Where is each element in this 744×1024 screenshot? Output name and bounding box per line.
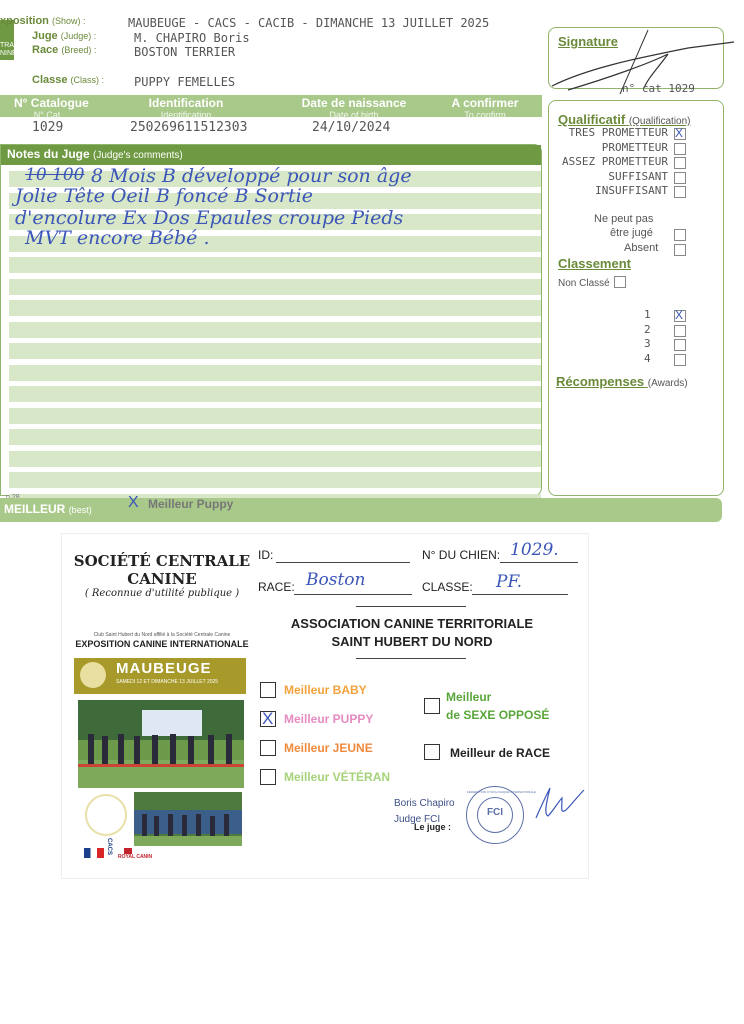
group-photo (134, 792, 242, 846)
meilleur-race-label: Meilleur de RACE (450, 746, 551, 760)
id-line[interactable] (276, 562, 410, 563)
classe-line[interactable] (472, 594, 568, 595)
rank-checkbox[interactable] (674, 354, 686, 366)
non-classe-label: Non Classé (558, 278, 610, 289)
judge-name: Boris Chapiro (394, 798, 455, 809)
rank-label: 2 (644, 322, 651, 336)
col-catalogue-header: N° Catalogue N° Cat (14, 96, 89, 120)
classement-title: Classement (558, 256, 631, 271)
award-option-label: Meilleur BABY (284, 683, 367, 697)
rank-label: 3 (644, 337, 651, 350)
award-option-label: Meilleur JEUNE (284, 741, 373, 755)
notes-stripe (9, 257, 541, 273)
race-label: RACE: (258, 580, 295, 594)
id-label: ID: (258, 548, 274, 562)
crown-icon (124, 848, 132, 854)
classe-label: Classe (Class) : (32, 74, 105, 86)
cacs-logo: CACS (106, 838, 112, 856)
col-identification-header: Identification Identification (148, 96, 224, 120)
assoc-rule-top (356, 606, 466, 607)
qualificatif-checkbox[interactable] (674, 186, 686, 198)
qualificatif-title: Qualificatif (Qualification) (558, 112, 691, 127)
le-juge-label: Le juge : (414, 822, 452, 832)
classe-value: PUPPY FEMELLES (134, 75, 236, 89)
assoc-line1: ASSOCIATION CANINE TERRITORIALE (290, 616, 534, 631)
absent-label: Absent (624, 242, 659, 254)
race-label: Race (Breed) : (32, 44, 97, 56)
rank-checkbox[interactable] (674, 325, 686, 337)
check-mark-icon: X (675, 126, 684, 140)
qualificatif-label: INSUFFISANT (595, 184, 668, 197)
notes-stripe (9, 408, 541, 424)
meilleur-label: MEILLEUR (best) (4, 502, 92, 516)
notes-stripe (9, 343, 541, 359)
meilleur-value: Meilleur Puppy (148, 497, 234, 511)
absent-checkbox[interactable] (674, 244, 686, 256)
col-confirm-header: A confirmer To confirm (451, 96, 519, 120)
rank-label: 1 (644, 308, 651, 321)
qualificatif-label: TRES PROMETTEUR (568, 126, 668, 139)
juge-value: M. CHAPIRO Boris (134, 31, 250, 45)
award-card (62, 534, 588, 878)
non-classe-checkbox[interactable] (614, 276, 626, 288)
ne-peut-line1: Ne peut pas (594, 213, 654, 225)
judge-title: Judge FCI (394, 814, 441, 825)
classe-label: CLASSE: (422, 580, 473, 594)
identification-value: 250269611512303 (130, 120, 248, 135)
fci-stamp (466, 786, 536, 844)
exposition-value: MAUBEUGE - CACS - CACIB - DIMANCHE 13 JUILLET 2025 (128, 16, 490, 30)
club-logo-icon (80, 662, 106, 688)
meilleur-bar (0, 498, 722, 522)
qualificatif-label: SUFFISANT (608, 169, 668, 183)
maubeuge-banner (74, 658, 246, 694)
notes-line-2: Jolie Tête Oeil B foncé B Sortie (15, 185, 313, 207)
qualificatif-checkbox[interactable] (674, 172, 686, 184)
race-value: BOSTON TERRIER (134, 45, 236, 59)
side-mark: TRALE NINE (0, 42, 23, 57)
notes-line-3: d'encolure Ex Dos Epaules croupe Pieds (15, 207, 404, 229)
society-line2: CANINE (127, 570, 197, 588)
sexe-oppose-line2: de SEXE OPPOSÉ (446, 708, 550, 722)
faded-logo (76, 790, 136, 840)
dog-show-photo (78, 700, 244, 788)
birthdate-value: 24/10/2024 (312, 120, 391, 135)
notes-stripe (9, 279, 541, 295)
stamp-text: FCI (486, 807, 504, 818)
sexe-oppose-checkbox[interactable] (424, 698, 440, 714)
signature-label: Signature (558, 34, 618, 49)
award-checkbox[interactable] (260, 769, 276, 785)
rank-label: 4 (644, 351, 651, 365)
notes-stripe (9, 300, 541, 316)
cat-note: n° cat 1029 (622, 82, 695, 95)
notes-line-4: MVT encore Bébé . (25, 227, 210, 249)
qualificatif-checkbox[interactable] (674, 143, 686, 155)
race-line[interactable] (294, 594, 412, 595)
notes-stripe (9, 451, 541, 467)
judge-notes-box (0, 144, 542, 496)
notes-stripe (9, 386, 541, 402)
notes-stripe (9, 429, 541, 445)
judge-signature (532, 784, 588, 824)
check-mark-icon: X (262, 709, 274, 728)
banner-dates: SAMEDI 12 ET DIMANCHE 13 JUILLET 2025 (116, 679, 219, 685)
meilleur-race-checkbox[interactable] (424, 744, 440, 760)
juge-label: Juge (Judge) : (32, 30, 97, 42)
society-line1: SOCIÉTÉ CENTRALE (73, 552, 251, 570)
chien-label: N° DU CHIEN: (422, 548, 501, 562)
recompenses-title: Récompenses (Awards) (556, 374, 688, 389)
notes-line-1: 8 Mois B développé pour son âge (91, 165, 412, 187)
award-checkbox[interactable] (260, 682, 276, 698)
chien-line[interactable] (500, 562, 578, 563)
royal-canin-logo: ROYAL CANIN (118, 854, 153, 860)
notes-stripe (9, 365, 541, 381)
banner-city: MAUBEUGE (116, 660, 212, 677)
sexe-oppose-line1: Meilleur (446, 690, 492, 704)
award-checkbox[interactable] (260, 740, 276, 756)
chien-value: 1029. (510, 540, 559, 560)
qualificatif-checkbox[interactable] (674, 128, 686, 140)
ne-peut-checkbox[interactable] (674, 229, 686, 241)
meilleur-check: X (128, 494, 139, 511)
award-option-label: Meilleur PUPPY (284, 712, 374, 726)
society-sub: ( Reconnue d'utilité publique ) (84, 588, 240, 599)
notes-stripe (9, 472, 541, 488)
award-checkbox[interactable] (260, 711, 276, 727)
notes-header: Notes du Juge (Judge's comments) (1, 145, 541, 165)
flag-icon (84, 848, 104, 858)
notes-stripe (9, 322, 541, 338)
stamp-ring-text: FÉDÉRATION CYNOLOGIQUE INTERNATIONALE (467, 790, 536, 794)
col-birthdate-header: Date de naissance Date of birth (301, 96, 407, 120)
qualificatif-checkbox[interactable] (674, 157, 686, 169)
club-small: Club Saint Hubert du Nord affilié à la Société Centrale Canine (93, 632, 231, 638)
award-option-label: Meilleur VÉTÉRAN (284, 770, 391, 784)
rank-checkbox[interactable] (674, 339, 686, 351)
classe-value: PF. (496, 572, 522, 592)
assoc-line2: SAINT HUBERT DU NORD (331, 634, 493, 649)
expo-title: EXPOSITION CANINE INTERNATIONALE (75, 639, 249, 649)
notes-struck-text: 10 100 (25, 165, 85, 185)
qualificatif-label: ASSEZ PROMETTEUR (562, 155, 668, 168)
check-mark-icon: X (675, 308, 684, 322)
assoc-rule-bottom (356, 658, 466, 659)
race-value: Boston (306, 570, 366, 590)
ne-peut-line2: être jugé (610, 227, 653, 239)
qualificatif-label: PROMETTEUR (601, 140, 668, 154)
catalogue-value: 1029 (32, 120, 64, 135)
rank-checkbox[interactable] (674, 310, 686, 322)
exposition-label: xposition (Show) : (0, 15, 86, 27)
